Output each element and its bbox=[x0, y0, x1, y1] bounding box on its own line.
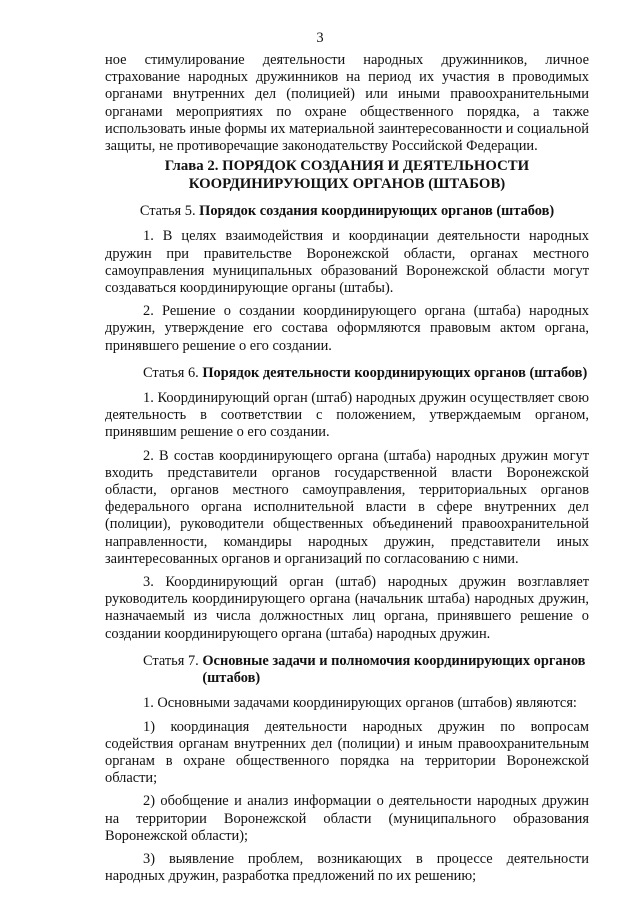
article-5-title: Порядок создания координирующих органов (штабов) bbox=[199, 203, 555, 220]
chapter-heading-line1: Глава 2. ПОРЯДОК СОЗДАНИЯ И ДЕЯТЕЛЬНОСТИ bbox=[164, 158, 530, 175]
page-number: 3 bbox=[316, 30, 324, 46]
article-7-title: Основные задачи и полномочия координирующих органов (штабов) bbox=[202, 652, 586, 687]
intro-paragraph: ное стимулирование деятельности народных дружинников, личное страхование народных дружинников на период их участия в проводимых органами внутренних дел (полицией) или иными правоохранительными органами мероприятиях по охране общественного порядка, а также использовать иные формы их материальной заинтересованности и социальной защиты, не противоречащие законодательству Российской Федерации. bbox=[105, 52, 589, 155]
article-5-paragraph: 2. Решение о создании координирующего органа (штаба) народных дружин, утверждение его состава оформляются правовым актом органа, принявшего решение о его создании. bbox=[105, 303, 589, 354]
article-7-paragraph: 2) обобщение и анализ информации о деятельности народных дружин на территории Воронежской области (муниципального образования Воронежской области); bbox=[105, 793, 589, 844]
article-7-label: Статья 7. bbox=[143, 652, 203, 669]
article-7-paragraph: 1) координация деятельности народных дружин по вопросам содействия органам внутренних дел (полиции) и иным правоохранительным органам в охране общественного порядка на территории Воронежской области; bbox=[105, 718, 589, 787]
chapter-heading bbox=[105, 158, 589, 193]
article-6-heading bbox=[105, 365, 589, 382]
document-body bbox=[105, 52, 589, 885]
article-6-paragraph: 2. В состав координирующего органа (штаба) народных дружин могут входить представители органов государственной власти Воронежской области, органов местного самоуправления, территориальных органов федерального органа исполнительной власти в сфере внутренних дел (полиции), руководители общественных объединений правоохранительной направленности, командиры народных дружин, представители иных заинтересованных органов и организаций по согласованию с ними. bbox=[105, 447, 589, 567]
article-6-paragraph: 1. Координирующий орган (штаб) народных дружин осуществляет свою деятельность в соответствии с положением, утверждаемым органом, принявшим решение о его создании. bbox=[105, 390, 589, 441]
article-6-label: Статья 6. bbox=[143, 364, 203, 381]
article-5-paragraph: 1. В целях взаимодействия и координации деятельности народных дружин при правительстве Воронежской области, органах местного самоуправления муниципальных образований Воронежской области могут создаваться координирующие органы (штабы). bbox=[105, 228, 589, 297]
article-5-label: Статья 5. bbox=[139, 203, 200, 220]
article-7-paragraph: 1. Основными задачами координирующих органов (штабов) являются: bbox=[143, 695, 577, 712]
article-7-heading bbox=[105, 653, 589, 687]
chapter-heading-line2: КООРДИНИРУЮЩИХ ОРГАНОВ (ШТАБОВ) bbox=[188, 175, 506, 192]
article-6-title: Порядок деятельности координирующих органов (штабов) bbox=[202, 364, 588, 381]
article-5-heading bbox=[105, 203, 589, 220]
article-7-paragraph: 3) выявление проблем, возникающих в процессе деятельности народных дружин, разработка предложений по их решению; bbox=[105, 850, 589, 885]
article-6-paragraph: 3. Координирующий орган (штаб) народных дружин возглавляет руководитель координирующего органа (начальник штаба) народных дружин, назначаемый из числа должностных лиц органа, принявшего решение о создании координирующего органа (штаба) народных дружин. bbox=[105, 574, 589, 642]
